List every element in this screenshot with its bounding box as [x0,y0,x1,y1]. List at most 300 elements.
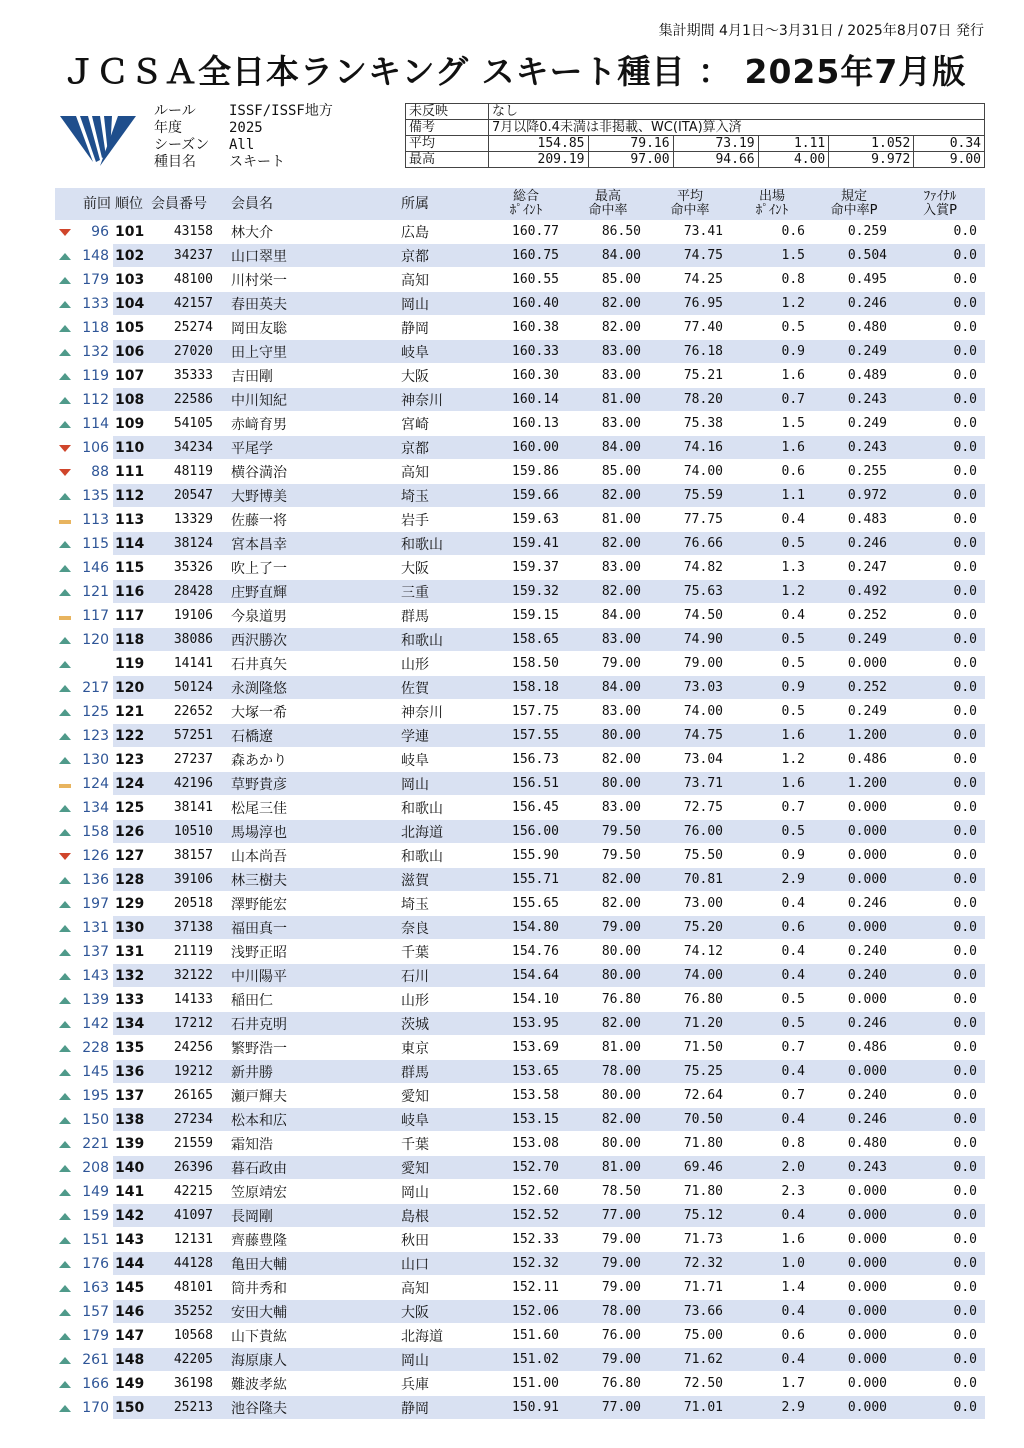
trend-cell [55,1204,75,1228]
rule-points: 0.000 [813,1396,895,1420]
entry-points: 0.9 [731,844,813,868]
avg-rate: 75.21 [649,364,731,388]
rule-points: 0.243 [813,388,895,412]
table-row [55,364,985,388]
trend-up-icon [59,325,71,332]
rank: 115 [113,556,151,580]
affiliation: 広島 [401,220,485,244]
final-points: 0.0 [895,508,985,532]
trend-cell [55,844,75,868]
final-points: 0.0 [895,868,985,892]
final-points: 0.0 [895,1348,985,1372]
table-row [55,844,985,868]
trend-cell [55,388,75,412]
affiliation: 滋賀 [401,868,485,892]
avg-rate: 73.03 [649,676,731,700]
meta-label: シーズン [154,137,210,153]
trend-cell [55,316,75,340]
best-rate: 79.00 [567,1348,649,1372]
max-rule: 9.972 [829,152,914,168]
affiliation: 秋田 [401,1228,485,1252]
final-points: 0.0 [895,1396,985,1420]
affiliation: 佐賀 [401,676,485,700]
best-rate: 81.00 [567,1156,649,1180]
avg-rate: 71.20 [649,1012,731,1036]
member-id: 10568 [151,1324,223,1348]
notes-label: 備考 [406,120,489,136]
max-final: 9.00 [914,152,985,168]
total-points: 154.64 [485,964,567,988]
affiliation: 学連 [401,724,485,748]
entry-points: 0.5 [731,628,813,652]
trend-up-icon [59,1045,71,1052]
affiliation: 静岡 [401,1396,485,1420]
trend-down-icon [59,445,71,452]
total-points: 153.95 [485,1012,567,1036]
entry-points: 0.7 [731,1084,813,1108]
table-row [55,1156,985,1180]
trend-cell [55,1228,75,1252]
entry-points: 1.0 [731,1252,813,1276]
rule-points: 0.246 [813,1012,895,1036]
member-id: 35252 [151,1300,223,1324]
entry-points: 1.3 [731,556,813,580]
avg-rate: 75.25 [649,1060,731,1084]
table-row [55,724,985,748]
trend-up-icon [59,1189,71,1196]
header-pref: 所属 [401,188,485,220]
member-id: 28428 [151,580,223,604]
table-row [55,580,985,604]
best-rate: 82.00 [567,316,649,340]
trend-cell [55,964,75,988]
affiliation: 島根 [401,1204,485,1228]
affiliation: 岐阜 [401,1108,485,1132]
total-points: 157.75 [485,700,567,724]
final-points: 0.0 [895,388,985,412]
trend-cell [55,748,75,772]
avg-rate: 76.00 [649,820,731,844]
best-rate: 82.00 [567,1012,649,1036]
rank: 143 [113,1228,151,1252]
rule-points: 0.243 [813,436,895,460]
table-row [55,292,985,316]
total-points: 160.77 [485,220,567,244]
prev-rank: 139 [75,988,113,1012]
member-name: 田上守里 [223,340,401,364]
trend-up-icon [59,805,71,812]
avg-rate: 76.95 [649,292,731,316]
meta-value: 2025 [229,120,263,136]
trend-up-icon [59,397,71,404]
prev-rank: 130 [75,748,113,772]
final-points: 0.0 [895,1324,985,1348]
rank: 147 [113,1324,151,1348]
trend-up-icon [59,277,71,284]
total-points: 160.14 [485,388,567,412]
prev-rank: 124 [75,772,113,796]
rule-points: 0.492 [813,580,895,604]
member-name: 赤﨑育男 [223,412,401,436]
header-entries: 出場 ﾎﾟｲﾝﾄ [731,188,813,220]
final-points: 0.0 [895,820,985,844]
avg-rate: 75.20 [649,916,731,940]
trend-up-icon [59,541,71,548]
entry-points: 1.6 [731,1228,813,1252]
best-rate: 82.00 [567,292,649,316]
avg-rate: 75.38 [649,412,731,436]
table-row [55,676,985,700]
rule-points: 0.240 [813,940,895,964]
best-rate: 76.00 [567,1324,649,1348]
avg-rate: 74.75 [649,244,731,268]
prev-rank: 176 [75,1252,113,1276]
best-rate: 83.00 [567,628,649,652]
total-points: 153.65 [485,1060,567,1084]
total-points: 153.69 [485,1036,567,1060]
member-name: 霜知浩 [223,1132,401,1156]
rule-points: 0.480 [813,1132,895,1156]
trend-cell [55,676,75,700]
entry-points: 0.9 [731,676,813,700]
prev-rank: 261 [75,1348,113,1372]
prev-rank: 120 [75,628,113,652]
rule-points: 0.249 [813,412,895,436]
final-points: 0.0 [895,1276,985,1300]
entry-points: 1.7 [731,1372,813,1396]
trend-cell [55,412,75,436]
entry-points: 0.4 [731,1108,813,1132]
member-id: 42215 [151,1180,223,1204]
trend-up-icon [59,1405,71,1412]
member-name: 石橋遼 [223,724,401,748]
member-name: 石井克明 [223,1012,401,1036]
final-points: 0.0 [895,1012,985,1036]
rank: 142 [113,1204,151,1228]
final-points: 0.0 [895,316,985,340]
trend-up-icon [59,1021,71,1028]
rule-points: 0.246 [813,892,895,916]
trend-cell [55,1084,75,1108]
trend-cell [55,340,75,364]
table-row [55,1132,985,1156]
prev-rank: 157 [75,1300,113,1324]
total-points: 153.08 [485,1132,567,1156]
final-points: 0.0 [895,460,985,484]
prev-rank: 179 [75,268,113,292]
avg-rate: 75.63 [649,580,731,604]
final-points: 0.0 [895,1060,985,1084]
final-points: 0.0 [895,1132,985,1156]
table-row [55,916,985,940]
rule-points: 0.000 [813,868,895,892]
member-id: 20518 [151,892,223,916]
rule-points: 0.000 [813,1372,895,1396]
best-rate: 78.00 [567,1300,649,1324]
entry-points: 0.5 [731,988,813,1012]
member-id: 38124 [151,532,223,556]
final-points: 0.0 [895,268,985,292]
final-points: 0.0 [895,244,985,268]
total-points: 159.86 [485,460,567,484]
member-id: 54105 [151,412,223,436]
rank: 140 [113,1156,151,1180]
member-id: 27237 [151,748,223,772]
member-name: 大野博美 [223,484,401,508]
entry-points: 0.7 [731,388,813,412]
avg-rate: 70.81 [649,868,731,892]
prev-rank: 170 [75,1396,113,1420]
total-points: 152.60 [485,1180,567,1204]
member-id: 14141 [151,652,223,676]
member-id: 38141 [151,796,223,820]
rank: 137 [113,1084,151,1108]
rule-points: 0.000 [813,1300,895,1324]
rule-points: 0.000 [813,1228,895,1252]
avg-rate: 72.64 [649,1084,731,1108]
entry-points: 1.6 [731,724,813,748]
affiliation: 埼玉 [401,484,485,508]
avg-rate: 74.50 [649,604,731,628]
final-points: 0.0 [895,1252,985,1276]
member-name: 春田英夫 [223,292,401,316]
final-points: 0.0 [895,892,985,916]
total-points: 156.51 [485,772,567,796]
member-name: 齊藤豊隆 [223,1228,401,1252]
final-points: 0.0 [895,604,985,628]
trend-cell [55,1132,75,1156]
final-points: 0.0 [895,556,985,580]
trend-up-icon [59,1165,71,1172]
rule-points: 0.000 [813,1276,895,1300]
total-points: 152.32 [485,1252,567,1276]
total-points: 150.91 [485,1396,567,1420]
table-row [55,820,985,844]
total-points: 152.33 [485,1228,567,1252]
trend-cell [55,772,75,796]
affiliation: 岩手 [401,508,485,532]
member-name: 稲田仁 [223,988,401,1012]
best-rate: 83.00 [567,364,649,388]
total-points: 159.32 [485,580,567,604]
trend-cell [55,460,75,484]
entry-points: 0.5 [731,532,813,556]
trend-cell [55,1372,75,1396]
rank: 144 [113,1252,151,1276]
prev-rank [75,652,113,676]
prev-rank: 195 [75,1084,113,1108]
trend-cell [55,1012,75,1036]
affiliation: 愛知 [401,1084,485,1108]
best-rate: 76.80 [567,988,649,1012]
affiliation: 山形 [401,652,485,676]
total-points: 156.00 [485,820,567,844]
average-rule: 1.052 [829,136,914,152]
rule-points: 0.246 [813,1108,895,1132]
header-prev: 前回 [75,188,113,220]
max-best: 97.00 [588,152,673,168]
best-rate: 78.00 [567,1060,649,1084]
entry-points: 1.6 [731,772,813,796]
trend-up-icon [59,421,71,428]
member-id: 42157 [151,292,223,316]
trend-cell [55,724,75,748]
member-name: 安田大輔 [223,1300,401,1324]
best-rate: 84.00 [567,436,649,460]
rank: 117 [113,604,151,628]
final-points: 0.0 [895,1300,985,1324]
summary-table [405,103,985,168]
member-id: 32122 [151,964,223,988]
final-points: 0.0 [895,844,985,868]
table-row [55,1180,985,1204]
total-points: 154.76 [485,940,567,964]
member-id: 35326 [151,556,223,580]
prev-rank: 158 [75,820,113,844]
member-id: 38157 [151,844,223,868]
rank: 109 [113,412,151,436]
member-id: 37138 [151,916,223,940]
member-name: 海原康人 [223,1348,401,1372]
trend-cell [55,484,75,508]
average-avg: 73.19 [673,136,758,152]
avg-rate: 74.00 [649,460,731,484]
member-name: 森あかり [223,748,401,772]
total-points: 155.90 [485,844,567,868]
member-name: 松本和広 [223,1108,401,1132]
prev-rank: 96 [75,220,113,244]
entry-points: 0.5 [731,820,813,844]
rank: 119 [113,652,151,676]
table-row [55,556,985,580]
rank: 148 [113,1348,151,1372]
rank: 146 [113,1300,151,1324]
member-name: 永渕隆悠 [223,676,401,700]
trend-up-icon [59,1093,71,1100]
member-name: 難波孝紘 [223,1372,401,1396]
member-name: 吉田剛 [223,364,401,388]
total-points: 153.58 [485,1084,567,1108]
rank: 126 [113,820,151,844]
prev-rank: 119 [75,364,113,388]
affiliation: 埼玉 [401,892,485,916]
member-name: 草野貴彦 [223,772,401,796]
trend-cell [55,916,75,940]
rank: 150 [113,1396,151,1420]
best-rate: 78.50 [567,1180,649,1204]
avg-rate: 71.80 [649,1180,731,1204]
table-row [55,316,985,340]
final-points: 0.0 [895,436,985,460]
rank: 127 [113,844,151,868]
affiliation: 岐阜 [401,748,485,772]
average-label: 平均 [406,136,489,152]
member-name: 西沢勝次 [223,628,401,652]
trend-down-icon [59,853,71,860]
prev-rank: 132 [75,340,113,364]
best-rate: 84.00 [567,676,649,700]
rank: 145 [113,1276,151,1300]
avg-rate: 74.16 [649,436,731,460]
rank: 130 [113,916,151,940]
table-row [55,412,985,436]
rule-points: 0.000 [813,652,895,676]
rule-points: 0.000 [813,820,895,844]
affiliation: 千葉 [401,940,485,964]
rank: 118 [113,628,151,652]
prev-rank: 123 [75,724,113,748]
unreflected-value: なし [489,104,985,120]
avg-rate: 73.71 [649,772,731,796]
table-row [55,1060,985,1084]
entry-points: 1.4 [731,1276,813,1300]
entry-points: 0.8 [731,268,813,292]
rank: 139 [113,1132,151,1156]
meta-value: All [229,137,255,153]
rule-points: 0.000 [813,1348,895,1372]
affiliation: 大阪 [401,556,485,580]
rank: 105 [113,316,151,340]
entry-points: 1.2 [731,580,813,604]
member-id: 24256 [151,1036,223,1060]
total-points: 159.63 [485,508,567,532]
trend-cell [55,532,75,556]
table-row [55,1084,985,1108]
avg-rate: 79.00 [649,652,731,676]
member-id: 48119 [151,460,223,484]
entry-points: 0.9 [731,340,813,364]
prev-rank: 151 [75,1228,113,1252]
trend-cell [55,820,75,844]
trend-cell [55,1300,75,1324]
member-id: 26396 [151,1156,223,1180]
best-rate: 77.00 [567,1204,649,1228]
rule-points: 0.255 [813,460,895,484]
prev-rank: 133 [75,292,113,316]
best-rate: 82.00 [567,868,649,892]
member-name: 川村栄一 [223,268,401,292]
rank: 106 [113,340,151,364]
affiliation: 和歌山 [401,532,485,556]
rule-points: 1.200 [813,772,895,796]
total-points: 152.11 [485,1276,567,1300]
prev-rank: 134 [75,796,113,820]
member-name: 中川知紀 [223,388,401,412]
total-points: 154.80 [485,916,567,940]
affiliation: 奈良 [401,916,485,940]
rule-points: 0.495 [813,268,895,292]
trend-up-icon [59,637,71,644]
affiliation: 京都 [401,244,485,268]
total-points: 160.33 [485,340,567,364]
member-id: 19212 [151,1060,223,1084]
trend-up-icon [59,685,71,692]
best-rate: 82.00 [567,532,649,556]
member-name: 大塚一希 [223,700,401,724]
trend-cell [55,1156,75,1180]
rule-points: 0.246 [813,292,895,316]
best-rate: 80.00 [567,1132,649,1156]
affiliation: 群馬 [401,1060,485,1084]
entry-points: 2.0 [731,1156,813,1180]
total-points: 159.37 [485,556,567,580]
trend-cell [55,1252,75,1276]
rank: 111 [113,460,151,484]
prev-rank: 113 [75,508,113,532]
best-rate: 83.00 [567,340,649,364]
total-points: 158.65 [485,628,567,652]
meta-value: スキート [229,154,285,170]
